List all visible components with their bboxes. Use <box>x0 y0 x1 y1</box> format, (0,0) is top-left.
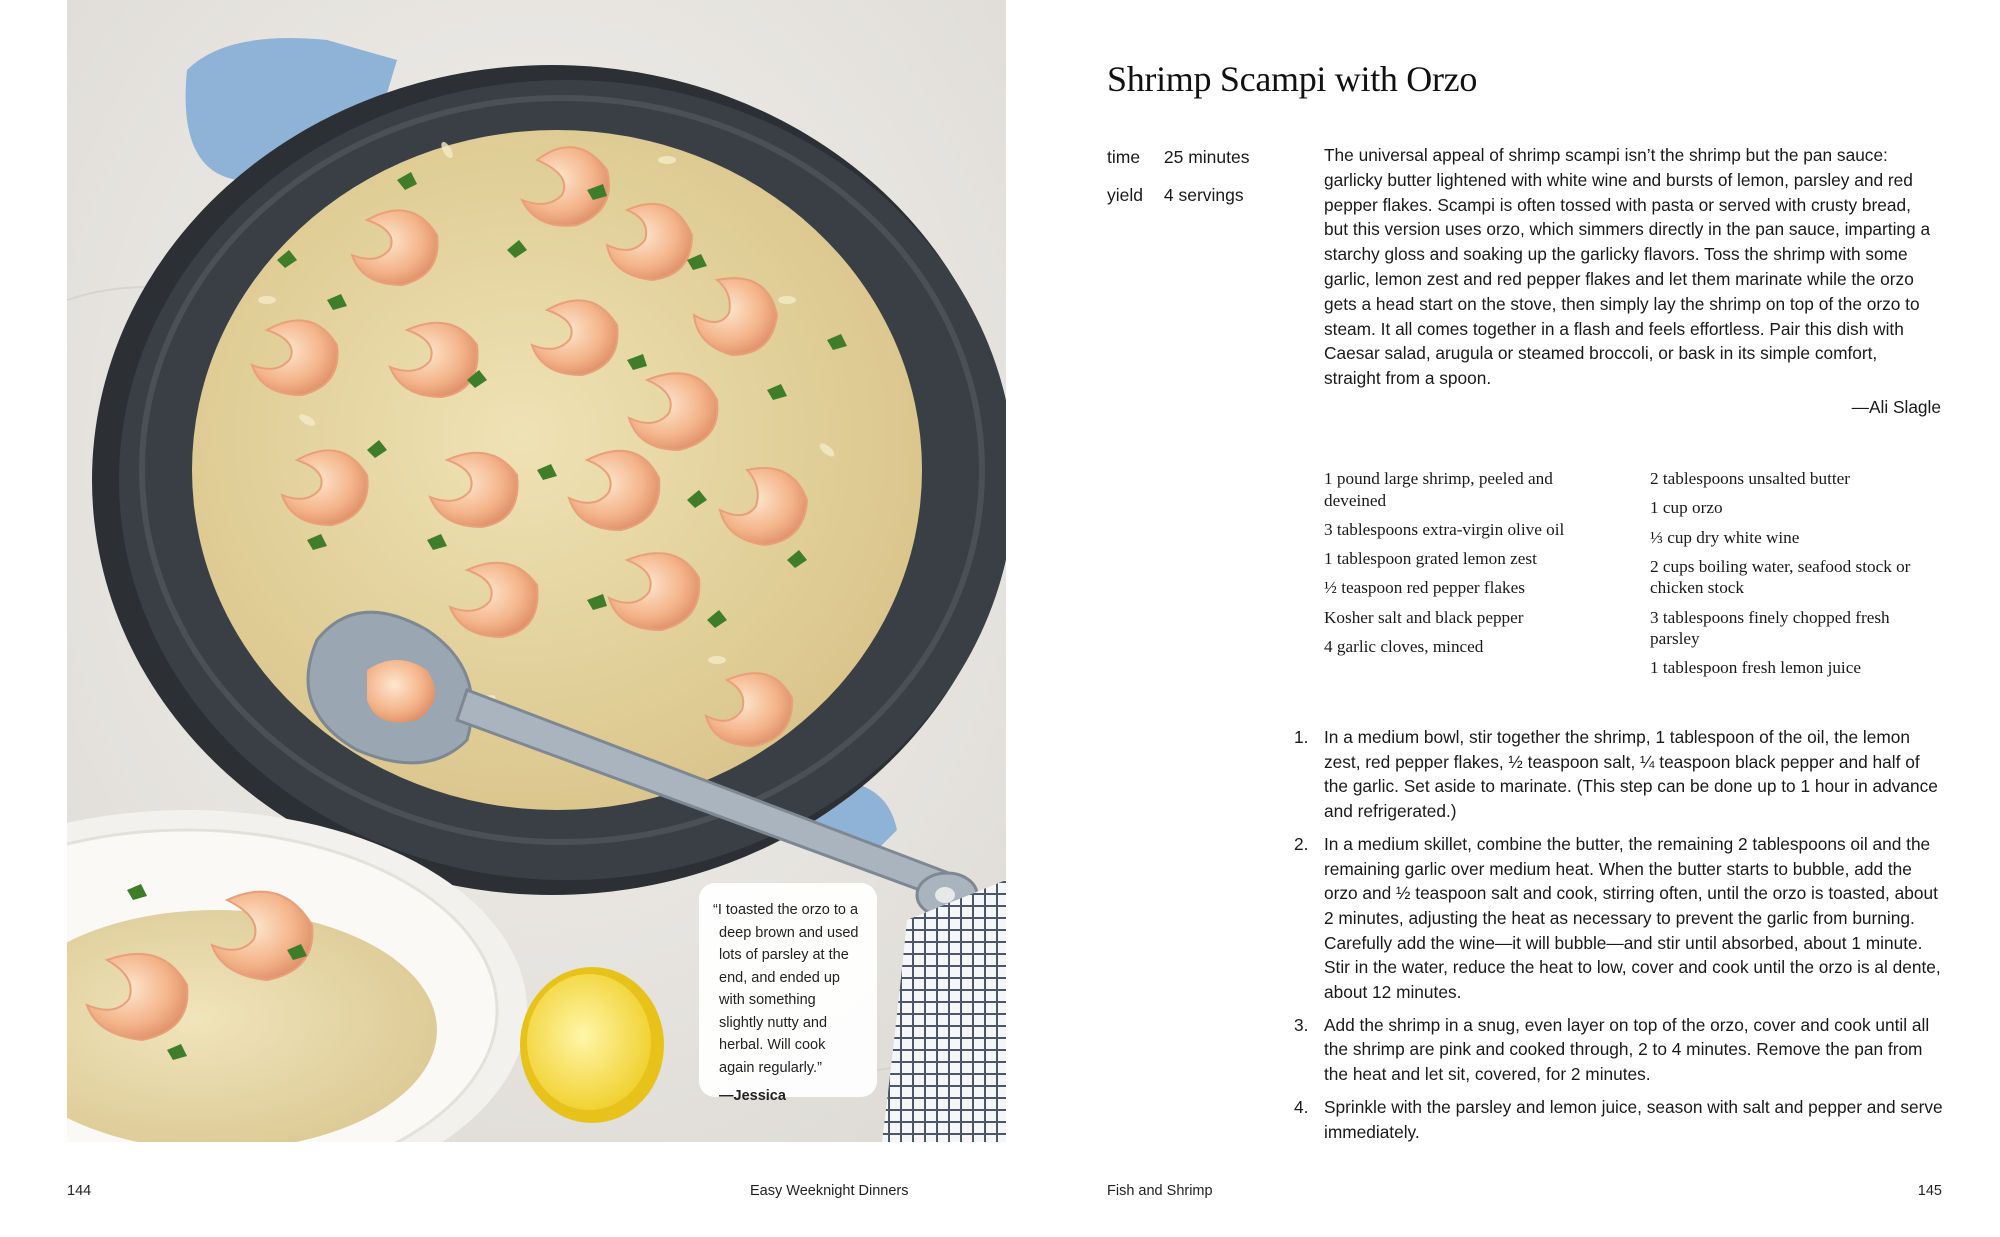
recipe-steps <box>1294 725 1944 1152</box>
recipe-time <box>1107 147 1249 168</box>
step-number: 2. <box>1294 833 1309 854</box>
recipe-intro: The universal appeal of shrimp scampi isn’t the shrimp but the pan sauce: garlicky butter lightened with white wine and bursts of lemon, parsley and red pepper flakes. Scampi is often tossed with pasta or served with crusty bread, but this version uses orzo, which simmers directly in the pan sauce, imparting a starchy gloss and soaking up the garlicky flavors. Toss the shrimp with some garlic, lemon zest and red pepper flakes and let them marinate while the orzo gets a head start on the stove, then simply lay the shrimp on top of the orzo to steam. It all comes together in a flash and feels effortless. Pair this dish with Caesar salad, arugula or steamed broccoli, or bask in its simple comfort, straight from a spoon. <box>1324 145 1931 389</box>
reader-quote-card <box>699 883 877 1104</box>
step-item <box>1294 832 1944 1005</box>
time-label: time <box>1107 147 1141 167</box>
ingredient-item: 3 tablespoons extra-virgin olive oil <box>1324 519 1565 539</box>
reader-quote-author: —Jessica <box>719 1088 786 1104</box>
ingredient-item: Kosher salt and black pepper <box>1324 607 1524 627</box>
ingredient-item: ½ teaspoon red pepper flakes <box>1324 578 1525 598</box>
ingredient-item: 3 tablespoons finely chopped fresh parsley <box>1650 607 1890 649</box>
ingredient-item: 2 cups boiling water, seafood stock or chicken stock <box>1650 556 1911 598</box>
step-number: 1. <box>1294 727 1309 747</box>
recipe-photo <box>67 0 1006 1142</box>
step-text: In a medium bowl, stir together the shrimp, 1 tablespoon of the oil, the lemon zest, red pepper flakes, ½ teaspoon salt, ¼ teaspoon black pepper and half of the garlic. Set aside to marinate. (This step can be done up to 1 hour in advance and refrigerated.) <box>1324 727 1938 822</box>
ingredient-item: ⅓ cup dry white wine <box>1650 527 1800 547</box>
ingredient-item: 1 cup orzo <box>1650 498 1723 518</box>
step-number: 3. <box>1294 1014 1309 1035</box>
step-item <box>1294 1013 1944 1087</box>
time-value: 25 minutes <box>1163 147 1250 167</box>
step-item <box>1294 1095 1944 1144</box>
recipe-title: Shrimp Scampi with Orzo <box>1107 59 1478 99</box>
step-text: In a medium skillet, combine the butter, the remaining 2 tablespoons oil and the remaining garlic over medium heat. When the butter starts to bubble, add the orzo and ½ teaspoon salt and cook, stirring often, until the orzo is toasted, about 2 minutes, adjusting the heat as necessary to prevent the garlic from burning. Carefully add the wine—it will bubble—and stir until absorbed, about 1 minute. Stir in the water, reduce the heat to low, cover and cook until the orzo is al dente, about 12 minutes. <box>1324 833 1941 1003</box>
ingredient-item: 1 pound large shrimp, peeled and deveined <box>1324 469 1553 510</box>
ingredient-item: 4 garlic cloves, minced <box>1324 636 1484 656</box>
step-text: Sprinkle with the parsley and lemon juice, season with salt and pepper and serve immediately. <box>1324 1096 1943 1142</box>
right-page-number: 145 <box>1917 1183 1942 1199</box>
recipe-yield <box>1107 185 1244 206</box>
reader-quote: “I toasted the orzo to a deep brown and used lots of parsley at the end, and ended up with something slightly nutty and herbal. Will cook again regularly.” <box>713 902 859 1076</box>
ingredients-right <box>1650 468 1940 687</box>
yield-value: 4 servings <box>1163 185 1244 205</box>
ingredient-item: 1 tablespoon fresh lemon juice <box>1650 658 1861 678</box>
left-section-title: Easy Weeknight Dinners <box>750 1183 909 1199</box>
left-page-number: 144 <box>67 1183 92 1199</box>
step-number: 4. <box>1294 1096 1309 1117</box>
ingredients-left <box>1324 468 1614 665</box>
ingredient-item: 2 tablespoons unsalted butter <box>1650 469 1851 488</box>
step-item <box>1294 725 1944 824</box>
right-section-title: Fish and Shrimp <box>1107 1183 1213 1199</box>
recipe-byline: —Ali Slagle <box>1851 397 1941 417</box>
step-text: Add the shrimp in a snug, even layer on top of the orzo, cover and cook until all the shrimp are pink and cooked through, 2 to 4 minutes. Remove the pan from the heat and let sit, covered, for 2 minutes. <box>1324 1014 1930 1085</box>
ingredient-item: 1 tablespoon grated lemon zest <box>1324 549 1537 569</box>
yield-label: yield <box>1107 185 1143 205</box>
